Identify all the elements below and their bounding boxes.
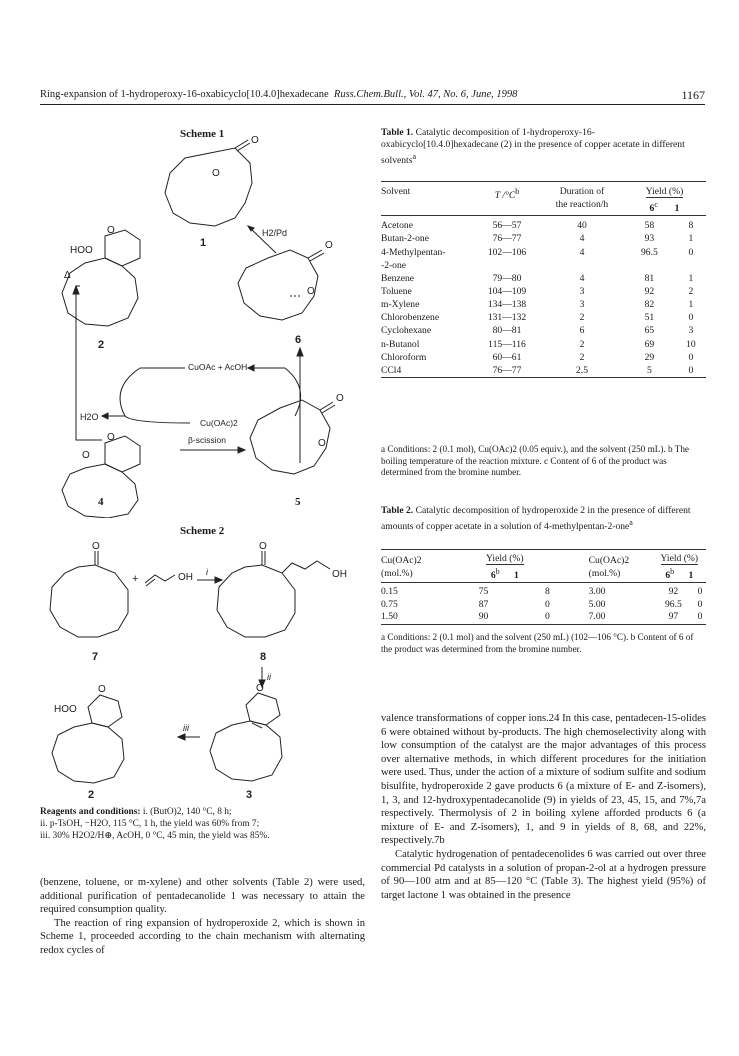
t1-cell-solvent bbox=[381, 246, 473, 272]
c1-carbonyl-o: O bbox=[251, 135, 259, 146]
t1-cell-y1: 0 bbox=[688, 364, 694, 376]
journal-citation: Russ.Chem.Bull., Vol. 47, No. 6, June, 1998 bbox=[333, 89, 518, 100]
allyl-oh: OH bbox=[178, 572, 193, 583]
t2-cell-b_cu: 7.00 bbox=[588, 611, 606, 623]
plus-sign: + bbox=[132, 573, 139, 585]
t1-row bbox=[381, 351, 706, 364]
t1-row bbox=[381, 364, 706, 378]
t1-header-temp: T $/^\circ C^b$ bbox=[494, 187, 520, 202]
cu-oac2-label: Cu(OAc)2 bbox=[200, 418, 238, 428]
table-1-caption-text: Catalytic decomposition of 1-hydroperoxy-16-oxabicyclo[10.4.0]hexadecane (2) in the presence of copper acetate in different solvents bbox=[381, 127, 685, 167]
t1-cell-d: 3 bbox=[579, 285, 585, 297]
t2-cell-a_cu: 0.15 bbox=[381, 586, 398, 598]
t1-cell-solvent: Chloroform bbox=[381, 351, 427, 363]
t1-row bbox=[381, 285, 706, 298]
reagents-line-3: iii. 30% H2O2/H⊕, AcOH, 0 °C, 45 min, the yield was 85%. bbox=[40, 831, 270, 841]
step-i-label: i bbox=[206, 567, 208, 577]
t1-solvent-line-2: -2-one bbox=[381, 259, 407, 271]
compound-1-ring bbox=[165, 148, 252, 226]
table-1-label: Table 1. bbox=[381, 127, 414, 138]
t2-cell-a_cu: 0.75 bbox=[381, 598, 398, 610]
t1-cell-y6: 58 bbox=[644, 220, 655, 232]
t1-cell-t: 80—81 bbox=[492, 325, 522, 337]
table-1-caption-mark: a bbox=[412, 152, 417, 161]
s2-compound-2-pyran bbox=[88, 695, 122, 727]
t1-row bbox=[381, 216, 706, 233]
t1-cell-solvent: Benzene bbox=[381, 272, 415, 284]
t1-cell-y1: 0 bbox=[688, 246, 694, 258]
t2-cell-a_y1: 0 bbox=[544, 611, 550, 623]
t1-cell-y6: 96.5 bbox=[641, 246, 658, 258]
table-2-caption bbox=[381, 505, 706, 533]
left-column-text bbox=[40, 876, 365, 958]
scheme-2-diagram bbox=[40, 525, 370, 800]
t1-cell-y6: 65 bbox=[644, 325, 655, 337]
t1-row bbox=[381, 232, 706, 245]
t1-cell-y1: 1 bbox=[688, 298, 694, 310]
t1-cell-y6: 5 bbox=[647, 364, 652, 376]
allyl-alcohol bbox=[145, 575, 175, 583]
label-compound-4: 4 bbox=[98, 496, 104, 508]
t1-cell-y6: 51 bbox=[644, 312, 655, 324]
c2-ring-o: O bbox=[107, 225, 115, 236]
c8-oh: OH bbox=[332, 569, 347, 580]
table-2-label: Table 2. bbox=[381, 505, 414, 516]
label-compound-1: 1 bbox=[200, 237, 207, 249]
label-compound-7: 7 bbox=[92, 651, 99, 663]
reagents-line-2: ii. p-TsOH, −H2O, 115 °C, 1 h, the yield was 60% from 7; bbox=[40, 819, 260, 829]
table-2-caption-text: Catalytic decomposition of hydroperoxide 2 in the presence of different amounts of copper acetate in a solution of 4-methylpentan-2-one bbox=[381, 505, 691, 533]
h2o-label: H2O bbox=[80, 412, 99, 422]
t1-row bbox=[381, 338, 706, 351]
right-paragraph-1: valence transformations of copper ions.24 In this case, pentadecen-15-olides 6 were obtained without by-products. The high chemoselectivity along with low consumption of the catalyst are the major advantages of this process over alternative methods, in which different procedures for the initiation were used. Thus, under the action of a mixture of sodium sulfite and sodium bisulfite, hydroperoxide 2 gave products 6 (a mixture of E- and Z-isomers), 1, 3, and 12-hydroxypentadecanolide (9) in yields of 23, 45, 15, and 7%,7a respectively. Thermolysis of 2 in boiling xylene afforded products 6 (a mixture of E- and Z-isomers), 1, and 9 in yields of 8, 68, and 22%, respectively.7b bbox=[381, 713, 706, 847]
t2-cell-b_y6: 97 bbox=[668, 611, 679, 623]
t1-header-duration: Duration of the reaction/h bbox=[555, 186, 609, 210]
t1-cell-y6: 29 bbox=[644, 351, 655, 363]
c4-radical-o: O bbox=[82, 450, 90, 461]
t1-cell-y1: 8 bbox=[688, 220, 694, 232]
t1-cell-y1: 3 bbox=[688, 325, 694, 337]
t1-row bbox=[381, 246, 706, 272]
right-column-text bbox=[381, 712, 706, 902]
t2-cell-a_cu: 1.50 bbox=[381, 611, 398, 623]
t2-cell-a_y1: 8 bbox=[544, 586, 550, 598]
t1-cell-y1: 10 bbox=[686, 338, 696, 350]
t1-cell-y6: 92 bbox=[644, 285, 655, 297]
t1-solvent-line-1: 4-Methylpentan- bbox=[381, 246, 446, 258]
step-ii-label: ii bbox=[267, 672, 271, 682]
compound-8-ring bbox=[217, 565, 295, 637]
page-number: 1167 bbox=[681, 88, 705, 102]
t2-cell-a_y1: 0 bbox=[544, 598, 550, 610]
t1-cell-t: 131—132 bbox=[487, 312, 527, 324]
cuoac-acoh-label: CuOAc + AcOH bbox=[188, 362, 248, 372]
t2-header-yield-b: Yield (%) 6$^b$ 1 bbox=[660, 553, 699, 581]
c2-hoo: HOO bbox=[70, 245, 93, 256]
scheme-1 bbox=[40, 118, 370, 518]
t1-cell-t: 76—77 bbox=[492, 233, 522, 245]
t1-cell-y1: 2 bbox=[688, 285, 694, 297]
t1-cell-d: 4 bbox=[579, 272, 585, 284]
c5-carbonyl-o: O bbox=[336, 393, 344, 404]
t1-cell-y1: 1 bbox=[688, 272, 694, 284]
reagents-line-1: i. (ButO)2, 140 °C, 8 h; bbox=[142, 807, 232, 817]
t1-cell-solvent: m-Xylene bbox=[381, 298, 420, 310]
t2-cell-a_y6: 87 bbox=[478, 598, 489, 610]
table-1 bbox=[381, 181, 706, 378]
t1-cell-y6: 69 bbox=[644, 338, 655, 350]
t1-cell-t: 79—80 bbox=[492, 272, 522, 284]
t1-cell-solvent: Toluene bbox=[381, 285, 412, 297]
t2-cell-a_y6: 75 bbox=[478, 586, 489, 598]
scheme-1-diagram bbox=[40, 118, 370, 518]
c6-ring-o: O bbox=[307, 286, 315, 297]
t1-cell-y6: 93 bbox=[644, 233, 655, 245]
s2-c2-o: O bbox=[98, 684, 106, 695]
t1-cell-t: 115—116 bbox=[488, 338, 526, 350]
reagents-heading: Reagents and conditions: bbox=[40, 807, 141, 817]
t2-row bbox=[381, 599, 706, 612]
t1-cell-solvent: Butan-2-one bbox=[381, 233, 429, 245]
t1-cell-d: 40 bbox=[577, 220, 587, 232]
t2-cell-b_cu: 3.00 bbox=[588, 586, 606, 598]
t1-body bbox=[381, 216, 706, 378]
running-header bbox=[40, 88, 705, 105]
c5-ring-o: O bbox=[318, 438, 326, 449]
t2-row bbox=[381, 583, 706, 599]
compound-3-pyran bbox=[246, 693, 280, 725]
t1-cell-y1: 0 bbox=[688, 312, 694, 324]
s2-compound-2-macrocycle bbox=[52, 723, 124, 783]
c7-o: O bbox=[92, 541, 100, 552]
t1-row bbox=[381, 324, 706, 337]
t1-cell-solvent: CCl4 bbox=[381, 364, 402, 376]
t1-cell-solvent: n-Butanol bbox=[381, 338, 420, 350]
right-paragraph-2: Catalytic hydrogenation of pentadecenolides 6 was carried out over three commercial Pd catalysts in a solution of propan-2-ol at a hydrogen pressure of 90—100 atm and at 85—120 °C (Table 3). The highest yield (95%) of target lactone 1 was obtained in the presence bbox=[381, 848, 706, 901]
beta-scission-label: β-scission bbox=[188, 435, 226, 445]
s2-c2-hoo: HOO bbox=[54, 704, 77, 715]
t1-cell-solvent: Acetone bbox=[381, 220, 413, 232]
s2-label-compound-2: 2 bbox=[88, 789, 95, 800]
delta-label: Δ bbox=[64, 270, 71, 281]
t1-row bbox=[381, 311, 706, 324]
t1-cell-d: 6 bbox=[579, 325, 585, 337]
compound-5-ring bbox=[250, 400, 330, 474]
t1-cell-y6: 81 bbox=[644, 272, 655, 284]
t1-cell-solvent: Cyclohexane bbox=[381, 325, 432, 337]
t1-cell-t: 102—106 bbox=[487, 246, 527, 258]
t2-cell-b_y6: 96.5 bbox=[664, 598, 682, 610]
t1-cell-t: 104—109 bbox=[487, 285, 527, 297]
c4-ring-o: O bbox=[107, 432, 115, 443]
c8-side-chain bbox=[282, 561, 330, 573]
t1-cell-t: 60—61 bbox=[492, 351, 522, 363]
t1-cell-d: 2 bbox=[579, 312, 585, 324]
t1-row bbox=[381, 272, 706, 285]
c6-carbonyl-o: O bbox=[325, 240, 333, 251]
c3-o: O bbox=[256, 683, 264, 694]
t2-body bbox=[381, 583, 706, 625]
t1-cell-y1: 1 bbox=[688, 233, 694, 245]
running-title: Ring-expansion of 1-hydroperoxy-16-oxabicyclo[10.4.0]hexadecane Russ.Chem.Bull., Vol. 47, No. 6, June, 1998 bbox=[40, 89, 518, 100]
t2-cell-b_y1: 0 bbox=[697, 611, 703, 623]
left-paragraph-2: The reaction of ring expansion of hydroperoxide 2, which is shown in Scheme 1, proceeded according to the chain mechanism with alternating redox cycles of bbox=[40, 917, 365, 956]
t1-cell-d: 4 bbox=[579, 246, 585, 258]
t1-cell-t: 76—77 bbox=[492, 364, 522, 376]
c8-o: O bbox=[259, 541, 267, 552]
t2-header-yield-a: Yield (%) 6$^b$ 1 bbox=[486, 553, 524, 581]
step-iii-label: iii bbox=[183, 723, 189, 733]
scheme-2 bbox=[40, 525, 370, 800]
compound-4-macrocycle bbox=[62, 464, 138, 518]
table-2 bbox=[381, 549, 706, 625]
label-compound-5: 5 bbox=[295, 496, 301, 508]
t1-header-solvent: Solvent bbox=[381, 186, 411, 197]
t1-cell-d: 4 bbox=[579, 233, 585, 245]
t2-cell-b_cu: 5.00 bbox=[588, 598, 606, 610]
t1-cell-d: 2.5 bbox=[576, 364, 588, 376]
table-1-caption bbox=[381, 127, 706, 167]
t2-header-cu-a: Cu(OAc)2 (mol.%) bbox=[381, 555, 422, 579]
t1-cell-d: 2 bbox=[579, 351, 585, 363]
compound-7-ring bbox=[50, 565, 128, 637]
reagents-and-conditions bbox=[40, 806, 365, 842]
label-compound-3: 3 bbox=[246, 789, 253, 800]
t1-cell-d: 3 bbox=[579, 298, 585, 310]
t2-row bbox=[381, 611, 706, 624]
h2pd-label: H2/Pd bbox=[262, 228, 288, 238]
t2-header-cu-b: Cu(OAc)2 (mol.%) bbox=[588, 555, 630, 579]
t1-cell-d: 2 bbox=[579, 338, 585, 350]
t1-cell-t: 134—138 bbox=[487, 298, 527, 310]
t1-row bbox=[381, 298, 706, 311]
label-compound-2: 2 bbox=[98, 339, 105, 351]
t2-cell-b_y6: 92 bbox=[668, 586, 679, 598]
label-compound-8: 8 bbox=[260, 651, 267, 663]
scheme-1-title: Scheme 1 bbox=[180, 128, 225, 140]
t1-cell-t: 56—57 bbox=[492, 220, 522, 232]
left-paragraph-1: (benzene, toluene, or m-xylene) and other solvents (Table 2) were used, additional purification of pentadecanolide 1 was necessary to attain the required consumption quality. bbox=[40, 877, 365, 916]
t1-cell-solvent: Chlorobenzene bbox=[381, 312, 440, 324]
table-2-caption-mark: a bbox=[629, 518, 633, 527]
scheme-2-title: Scheme 2 bbox=[180, 525, 225, 537]
compound-6-ring bbox=[238, 250, 318, 320]
t1-header-yield: Yield (%) 6$^c$ 1 bbox=[645, 186, 684, 215]
t2-cell-b_y1: 0 bbox=[697, 586, 703, 598]
compound-3-macrocycle bbox=[210, 721, 282, 781]
t2-cell-b_y1: 0 bbox=[697, 598, 703, 610]
t2-cell-a_y6: 90 bbox=[478, 611, 489, 623]
table-2-footnote: a Conditions: 2 (0.1 mol) and the solvent (250 mL) (102—106 °C). b Content of 6 of the product was determined from the bromine number. bbox=[381, 632, 694, 654]
table-1-footnote: a Conditions: 2 (0.1 mol), Cu(OAc)2 (0.05 equiv.), and the solvent (250 mL). b The boiling temperature of the reaction mixture. c Content of 6 of the product was determined from the bromine number. bbox=[381, 444, 689, 478]
t1-cell-y1: 0 bbox=[688, 351, 694, 363]
t1-cell-y6: 82 bbox=[644, 298, 655, 310]
c1-ring-o: O bbox=[212, 168, 220, 179]
label-compound-6: 6 bbox=[295, 334, 302, 346]
